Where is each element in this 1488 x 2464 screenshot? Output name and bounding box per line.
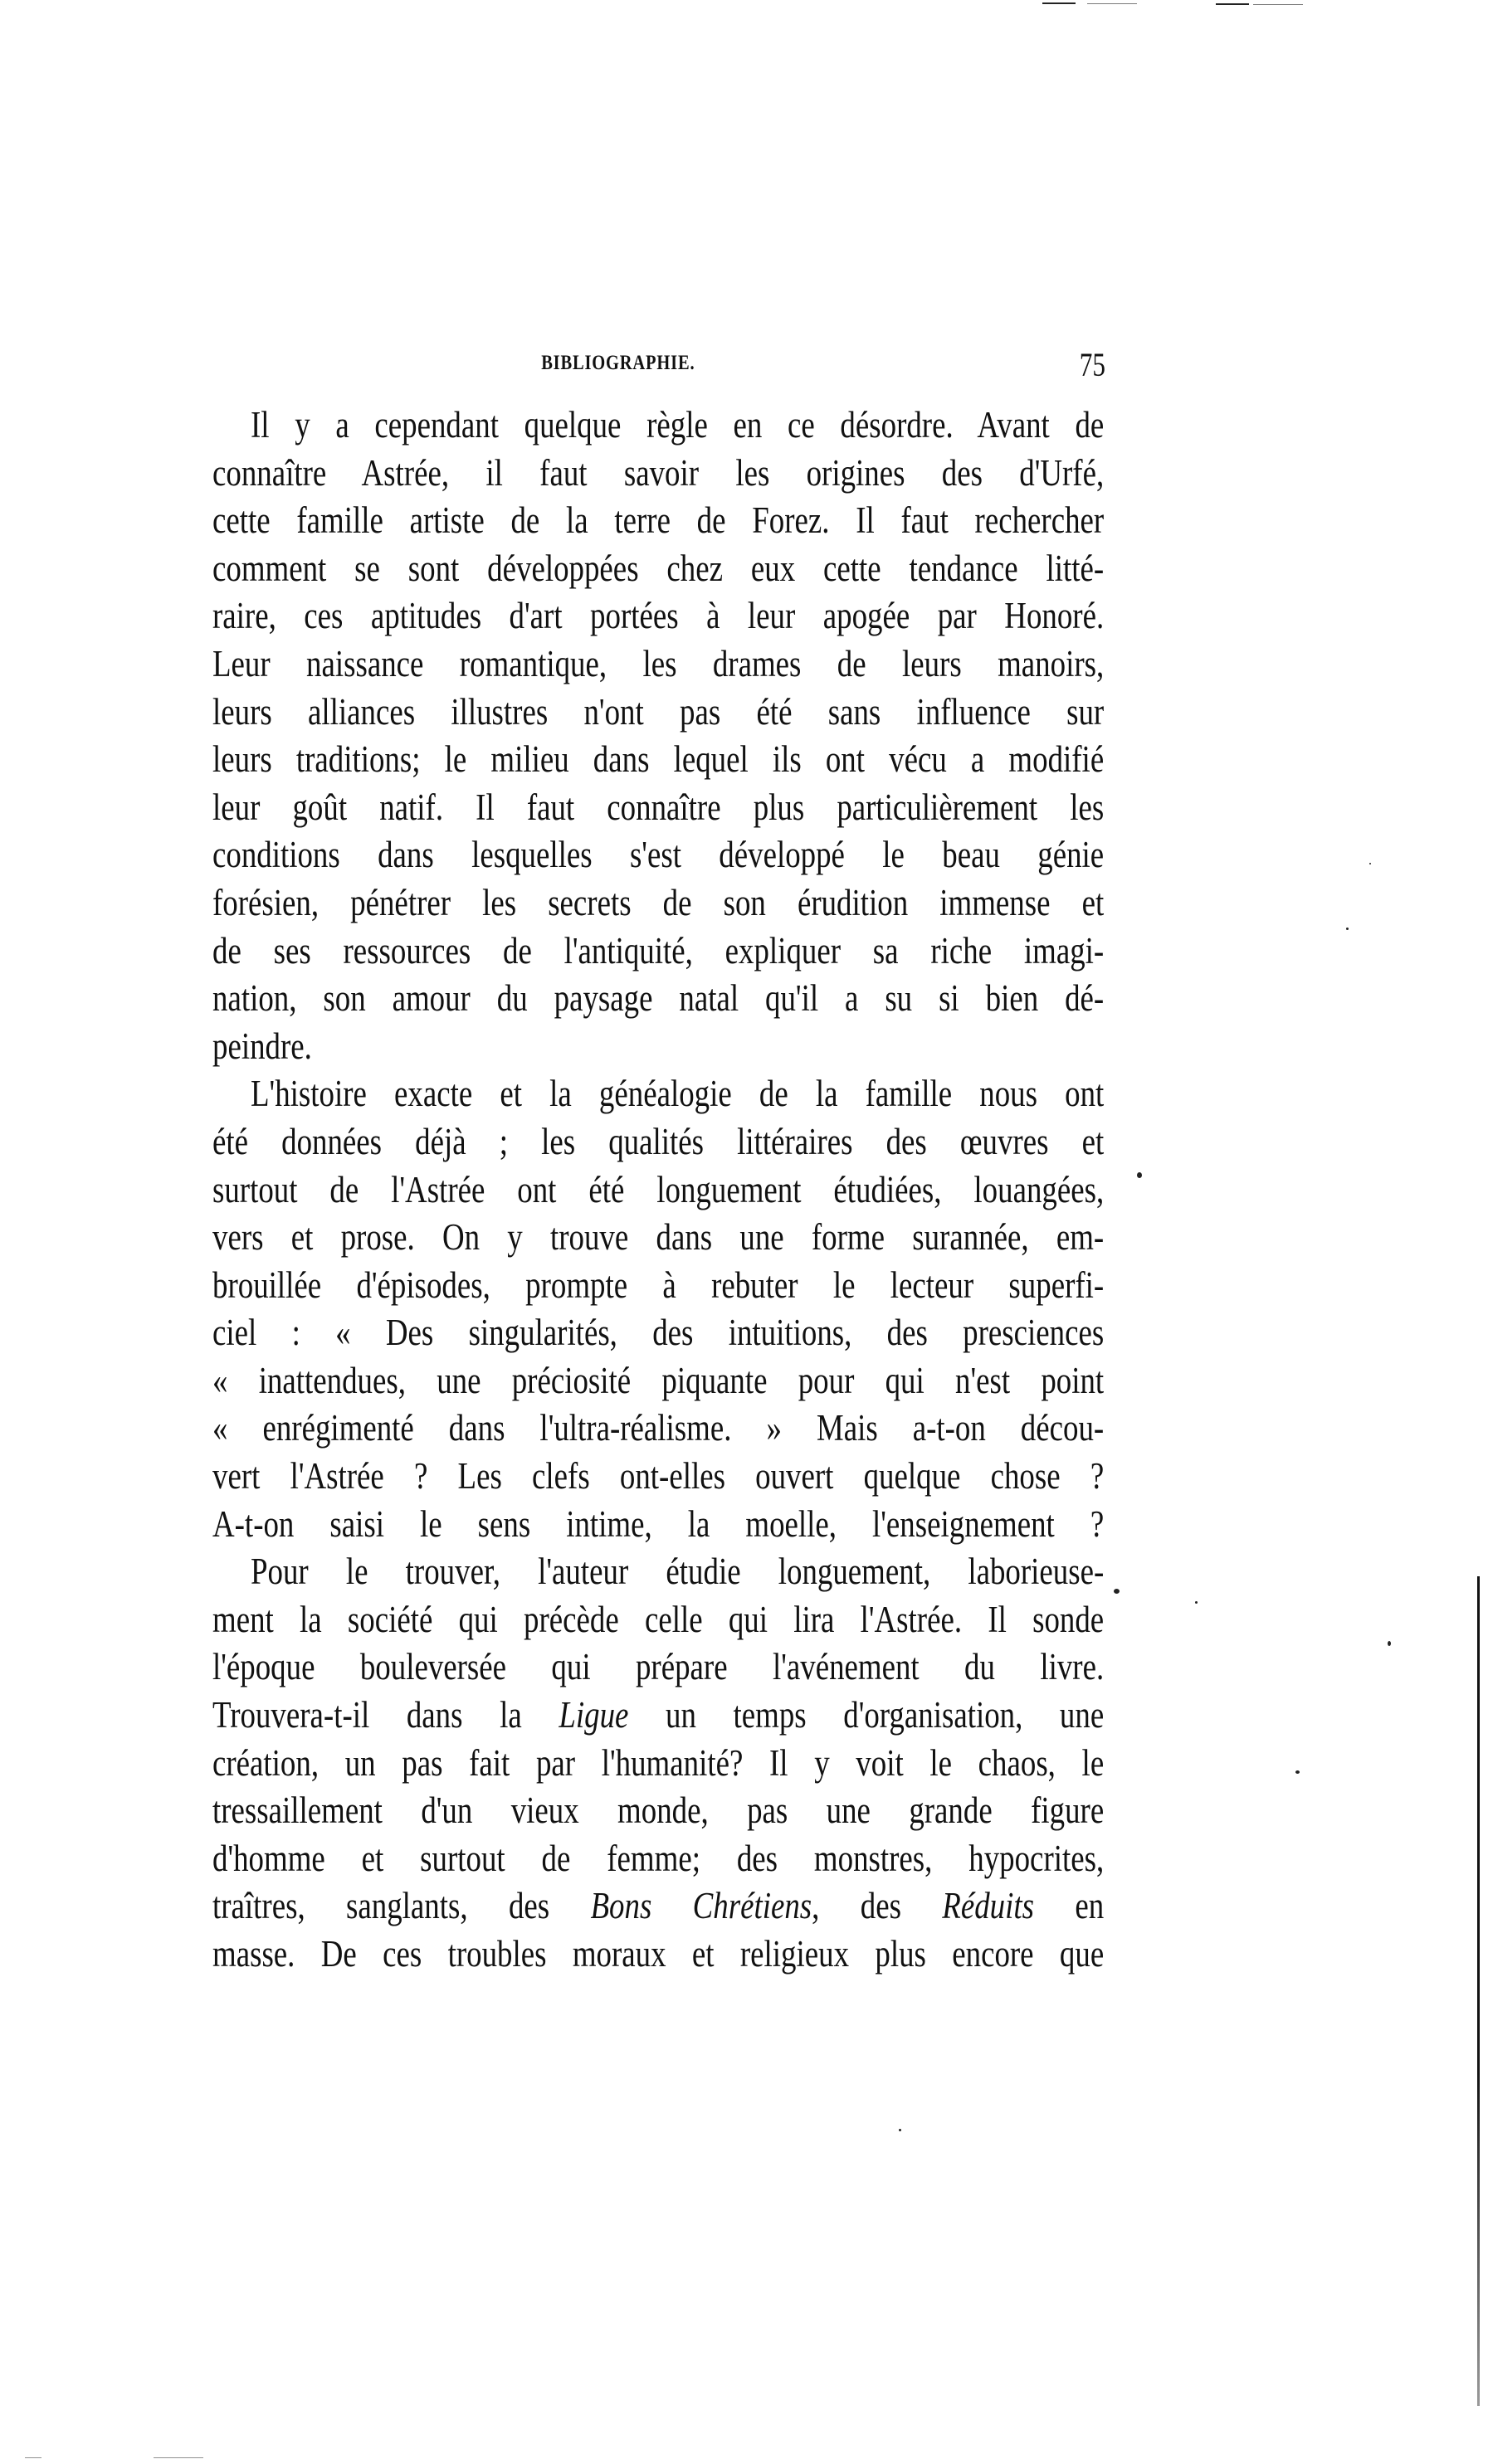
- italic-term: Bons Chrétiens: [590, 1885, 812, 1927]
- scan-speck: [1346, 928, 1349, 930]
- text-line: été données déjà ; les qualités littéraires des œuvres et: [212, 1120, 1105, 1162]
- text-line: cette famille artiste de la terre de Forez. Il faut rechercher: [212, 499, 1105, 542]
- text-line: leur goût natif. Il faut connaître plus particulièrement les: [212, 786, 1105, 828]
- italic-term: Ligue: [559, 1694, 629, 1736]
- italic-term: Réduits: [942, 1885, 1034, 1927]
- text-line: comment se sont développées chez eux cette tendance litté-: [212, 547, 1105, 589]
- text-line: Pour le trouver, l'auteur étudie longuement, laborieuse-: [251, 1551, 1105, 1593]
- scan-artifact-rule: [1042, 2, 1076, 4]
- text-line: de ses ressources de l'antiquité, expliquer sa riche imagi-: [212, 929, 1105, 971]
- text-line: brouillée d'épisodes, prompte à rebuter le lecteur superfi-: [212, 1264, 1105, 1306]
- text-line: « enrégimenté dans l'ultra-réalisme. » Mais a-t-on décou-: [212, 1407, 1105, 1449]
- text-line: L'histoire exacte et la généalogie de la famille nous ont: [251, 1073, 1105, 1115]
- scan-speck: [1369, 863, 1371, 864]
- text-line: l'époque bouleversée qui prépare l'avénement du livre.: [212, 1646, 1105, 1688]
- text-line: leurs traditions; le milieu dans lequel ils ont vécu a modifié: [212, 738, 1105, 781]
- scan-speck: [1295, 1770, 1300, 1774]
- scan-speck: [1388, 1641, 1391, 1646]
- text-line: connaître Astrée, il faut savoir les origines des d'Urfé,: [212, 451, 1105, 494]
- scan-speck: [899, 2129, 901, 2131]
- scan-artifact-rule: [1253, 4, 1303, 5]
- text-line: Trouvera-t-il dans la Ligue un temps d'organisation, une: [212, 1694, 1105, 1736]
- scan-artifact-rule: [25, 2457, 41, 2458]
- text-line: surtout de l'Astrée ont été longuement étudiées, louangées,: [212, 1168, 1105, 1210]
- scan-artifact-rule: [1216, 3, 1249, 5]
- scan-speck: [1195, 1601, 1198, 1604]
- text-line: A-t-on saisi le sens intime, la moelle, l'enseignement ?: [212, 1502, 1105, 1545]
- text-line: ciel : « Des singularités, des intuitions, des presciences: [212, 1312, 1105, 1354]
- text-line: leurs alliances illustres n'ont pas été sans influence sur: [212, 690, 1105, 733]
- text-line: tressaillement d'un vieux monde, pas une grande figure: [212, 1790, 1105, 1832]
- text-line: traîtres, sanglants, des Bons Chrétiens, des Réduits en: [212, 1885, 1105, 1927]
- scan-artifact-rule: [154, 2457, 203, 2458]
- text-line: forésien, pénétrer les secrets de son érudition immense et: [212, 881, 1105, 923]
- text-line: d'homme et surtout de femme; des monstres, hypocrites,: [212, 1837, 1105, 1879]
- text-line: masse. De ces troubles moraux et religieux plus encore que: [212, 1933, 1105, 1975]
- text-line: raire, ces aptitudes d'art portées à leur apogée par Honoré.: [212, 595, 1105, 637]
- text-line: « inattendues, une préciosité piquante pour qui n'est point: [212, 1359, 1105, 1401]
- text-line: vert l'Astrée ? Les clefs ont-elles ouvert quelque chose ?: [212, 1455, 1105, 1497]
- text-line: création, un pas fait par l'humanité? Il y voit le chaos, le: [212, 1741, 1105, 1784]
- page-number: 75: [1079, 346, 1105, 383]
- running-title: BIBLIOGRAPHIE.: [541, 352, 695, 374]
- text-line: Il y a cependant quelque règle en ce désordre. Avant de: [251, 404, 1105, 446]
- text-line: nation, son amour du paysage natal qu'il a su si bien dé-: [212, 977, 1105, 1020]
- text-line: conditions dans lesquelles s'est développé le beau génie: [212, 834, 1105, 876]
- body-text: [212, 402, 1105, 1979]
- scan-artifact-rule: [1087, 3, 1137, 4]
- running-header: [212, 345, 1105, 383]
- page-edge-line: [1477, 1576, 1480, 2406]
- text-line: ment la société qui précède celle qui lira l'Astrée. Il sonde: [212, 1598, 1105, 1640]
- text-line: Leur naissance romantique, les drames de leurs manoirs,: [212, 642, 1105, 684]
- scan-speck: [1114, 1589, 1120, 1594]
- scan-speck: [1137, 1172, 1142, 1178]
- text-line: vers et prose. On y trouve dans une forme surannée, em-: [212, 1216, 1105, 1259]
- text-line: peindre.: [212, 1025, 312, 1067]
